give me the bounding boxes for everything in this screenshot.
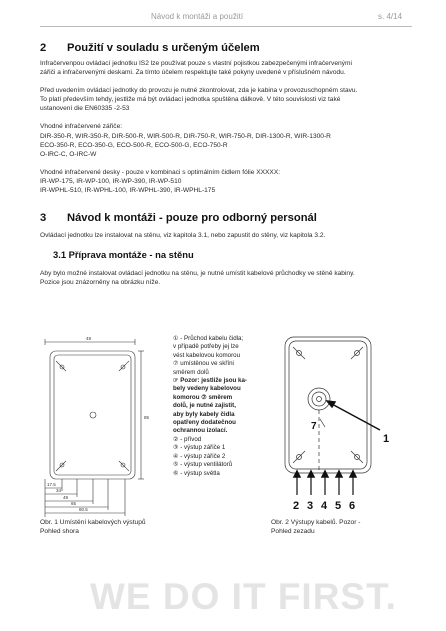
text-line: Aby bylo možné instalovat ovládací jednotku na stěnu, je nutné umístit kabelové průchodky ve stěně kabiny. — [40, 270, 355, 278]
paragraph — [40, 86, 416, 113]
legend-item: ochrannou izolací. — [173, 427, 228, 435]
figure-2-caption — [271, 518, 360, 536]
dim-label: 49 — [63, 495, 69, 500]
rear-view-drawing — [281, 331, 421, 521]
text-line: ECO-350-R, ECO-350-G, ECO-500-R, ECO-500-G, ECO-750-R — [40, 141, 228, 149]
legend-item: vést kabelovou komorou — [173, 351, 241, 359]
legend-item: opatřeny dodatečnou — [173, 419, 236, 427]
figure-area — [36, 331, 416, 541]
text-line: IR-WP-175, IR-WP-100, IR-WP-390, IR-WP-510 — [40, 177, 182, 185]
marker-7: 7 — [311, 421, 317, 432]
legend-item: bely vedeny kabelovou — [173, 385, 241, 393]
section-2-heading — [40, 42, 416, 55]
output-number: 4 — [321, 500, 328, 512]
caption-line: Obr. 1 Umístění kabelových výstupů — [40, 519, 146, 526]
caption-line: Pohled zezadu — [271, 528, 315, 535]
dim-label: 49 — [86, 336, 92, 341]
dim-label: 17.5 — [47, 482, 56, 487]
section-title: Návod k montáži - pouze pro odborný personál — [67, 212, 317, 225]
legend-item: ① - Průchod kabelu čidla; — [173, 335, 244, 342]
page-number: s. 4/14 — [378, 12, 403, 21]
dim-label: 34 — [56, 488, 62, 493]
text-line: Vhodné infračervené zářiče: — [40, 123, 123, 131]
text-line: O-IRC-C, O-IRC-W — [40, 150, 97, 158]
dim-label: 85 — [144, 415, 150, 420]
caption-line: Pohled shora — [40, 528, 79, 535]
figure-1-caption — [40, 518, 146, 536]
top-view-drawing — [36, 331, 156, 517]
legend-item: ③ - výstup zářiče 1 — [173, 444, 226, 452]
output-number: 5 — [335, 500, 342, 512]
header-divider — [40, 26, 412, 27]
legend-item: ② - přívod — [173, 435, 202, 443]
text-line: Vhodné infračervené desky - pouze v kombinaci s optimálním čidlem fólie XXXXX: — [40, 168, 281, 176]
marker-1: 1 — [383, 433, 390, 445]
caption-line: Obr. 2 Výstupy kabelů. Pozor - — [271, 519, 361, 526]
section-number: 2 — [40, 42, 47, 54]
output-number: 6 — [349, 500, 356, 512]
paragraph — [40, 269, 416, 287]
dim-label: 80.5 — [79, 507, 88, 512]
dim-label: 65 — [71, 501, 77, 506]
legend-item: ⑦ umístěnou ve skříni — [173, 360, 234, 368]
text-line: Pozice jsou znázorněny na obrázku níže. — [40, 279, 161, 287]
section-title: Použití v souladu s určeným účelem — [67, 42, 260, 54]
output-number: 2 — [293, 500, 300, 512]
paragraph — [40, 168, 416, 195]
figure-legend — [173, 335, 279, 478]
legend-item: směrem dolů — [173, 368, 209, 376]
legend-item: ⑥ - výstup světla — [173, 469, 220, 477]
text-line: zářiči a infračervenými deskami. Za tímto účelem respektujte také pokyny uvedené v příslušném návodu. — [40, 69, 346, 77]
section-3-heading — [40, 212, 416, 225]
legend-item: v případě potřeby jej lze — [173, 343, 239, 351]
paragraph — [40, 122, 416, 158]
legend-item: aby byly kabely čidla — [173, 410, 235, 418]
text-line: DIR-350-R, WIR-350-R, DIR-500-R, WIR-500-R, DIR-750-R, WIR-750-R, DIR-1300-R, WIR-1300-R — [40, 132, 331, 140]
output-number: 3 — [307, 500, 314, 512]
text-line: Před uvedením ovládací jednotky do provozu je nutné zkontrolovat, zda je kabina v provozuschopném stavu. — [40, 87, 358, 95]
legend-item: komorou ⑦ směrem — [173, 393, 233, 401]
legend-item: ④ - výstup zářiče 2 — [173, 452, 226, 460]
text-line: To platí především tehdy, jestliže má být ovládací jednotka spuštěna dálkově. V této souvislosti viz také — [40, 96, 341, 104]
text-line: Infračervenpou ovládací jednotku IS2 lze používat pouze s vlastní pojistkou zabezpečenými infračervenými — [40, 60, 352, 67]
section-number: 3 — [40, 212, 47, 225]
legend-item: ☞ Pozor: jestliže jsou ka- — [173, 377, 247, 385]
document-body — [40, 42, 416, 287]
legend-item: ⑤ - výstup ventilátorů — [173, 461, 233, 469]
text-line: ustanovení die EN60335 -2-53 — [40, 105, 130, 113]
subsection-heading: 3.1 Příprava montáže - na stěnu — [53, 249, 194, 261]
legend-item: dolů, je nutné zajistit, — [173, 402, 236, 410]
paragraph: Ovládací jednotku lze instalovat na stěnu, viz kapitola 3.1, nebo zapustit do stěny, viz kapitola 3.2. — [40, 232, 326, 240]
header-title: Návod k montáži a použití — [151, 12, 244, 21]
paragraph — [40, 59, 416, 77]
text-line: IR-WPHL-510, IR-WPHL-100, IR-WPHL-390, IR-WPHL-175 — [40, 187, 216, 195]
footer-slogan: WE DO IT FIRST. — [90, 576, 397, 617]
